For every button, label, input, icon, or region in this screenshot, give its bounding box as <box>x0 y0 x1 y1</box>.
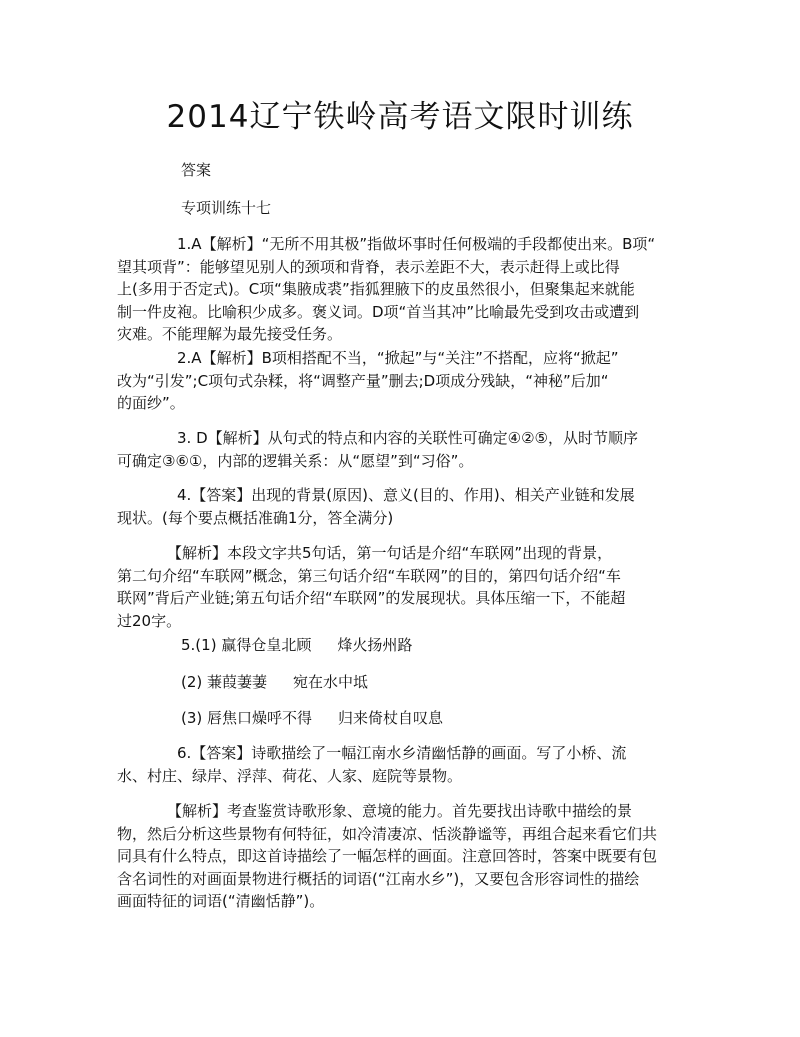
paragraph-line: 物，然后分析这些景物有何特征，如冷清凄凉、恬淡静谧等，再组合起来看它们共 <box>117 824 658 843</box>
answer-heading: 答案 <box>181 161 212 179</box>
question-5-line-3 <box>181 707 443 729</box>
poem-line-second-half: 烽火扬州路 <box>337 636 413 654</box>
paragraph-line: 4.【答案】出现的背景(原因)、意义(目的、作用)、相关产业链和发展 <box>177 486 635 504</box>
paragraph-line: 可确定③⑥①，内部的逻辑关系：从“愿望”到“习俗”。 <box>117 451 474 470</box>
paragraph-line: 含名词性的对画面景物进行概括的词语(“江南水乡”)，又要包含形容词性的描绘 <box>117 869 640 888</box>
question-4-answer <box>117 484 687 529</box>
section-heading: 专项训练十七 <box>181 199 272 217</box>
question-4-analysis <box>117 542 687 632</box>
paragraph-line: 【解析】本段文字共5句话，第一句话是介绍“车联网”出现的背景， <box>167 544 613 562</box>
paragraph-line: 联网”背后产业链;第五句话介绍“车联网”的发展现状。具体压缩一下，不能超 <box>117 589 626 607</box>
poem-line-first-half: 5.(1) 赢得仓皇北顾 <box>181 636 312 654</box>
paragraph-line: 第二句介绍“车联网”概念，第三句话介绍“车联网”的目的，第四句话介绍“车 <box>117 566 621 585</box>
paragraph-line: 灾难。不能理解为最先接受任务。 <box>117 325 343 343</box>
paragraph-line: 现状。(每个要点概括准确1分，答全满分) <box>117 508 394 527</box>
poem-line-second-half: 宛在水中坻 <box>293 673 369 691</box>
paragraph-line: 2.A【解析】B项相搭配不当，“掀起”与“关注”不搭配，应将“掀起” <box>177 349 619 367</box>
paragraph-line: 上(多用于否定式)。C项“集腋成裘”指狐狸腋下的皮虽然很小，但聚集起来就能 <box>117 280 635 298</box>
paragraph-line: 水、村庄、绿岸、浮萍、荷花、人家、庭院等景物。 <box>117 766 463 785</box>
paragraph-line: 同具有什么特点，即这首诗描绘了一幅怎样的画面。注意回答时，答案中既要有包 <box>117 847 658 865</box>
poem-line-first-half: (3) 唇焦口燥呼不得 <box>181 709 313 727</box>
paragraph-line: 望其项背”：能够望见别人的颈项和背脊，表示差距不大，表示赶得上或比得 <box>117 257 620 276</box>
question-1-analysis <box>117 233 687 346</box>
question-3-analysis <box>117 427 687 472</box>
paragraph-line: 制一件皮袍。比喻积少成多。褒义词。D项“首当其冲”比喻最先受到攻击或遭到 <box>117 302 640 321</box>
poem-line-second-half: 归来倚杖自叹息 <box>338 709 444 727</box>
paragraph-line: 改为“引发”;C项句式杂糅，将“调整产量”删去;D项成分残缺，“神秘”后加“ <box>117 371 609 390</box>
paragraph-line: 【解析】考查鉴赏诗歌形象、意境的能力。首先要找出诗歌中描绘的景 <box>167 802 633 820</box>
question-2-analysis <box>117 347 687 415</box>
document-title: 2014辽宁铁岭高考语文限时训练 <box>166 99 634 135</box>
paragraph-line: 的面纱”。 <box>117 394 185 412</box>
paragraph-line: 画面特征的词语(“清幽恬静”)。 <box>117 892 325 910</box>
question-6-analysis <box>117 800 687 913</box>
question-6-answer <box>117 742 687 787</box>
paragraph-line: 过20字。 <box>117 611 182 630</box>
poem-line-first-half: (2) 蒹葭萋萋 <box>181 673 268 691</box>
question-5-line-2 <box>181 671 368 693</box>
paragraph-line: 1.A【解析】“无所不用其极”指做坏事时任何极端的手段都使出来。B项“ <box>177 235 656 253</box>
paragraph-line: 6.【答案】诗歌描绘了一幅江南水乡清幽恬静的画面。写了小桥、流 <box>177 744 627 762</box>
paragraph-line: 3. D【解析】从句式的特点和内容的关联性可确定④②⑤，从时节顺序 <box>177 429 638 447</box>
question-5-line-1 <box>181 634 412 656</box>
